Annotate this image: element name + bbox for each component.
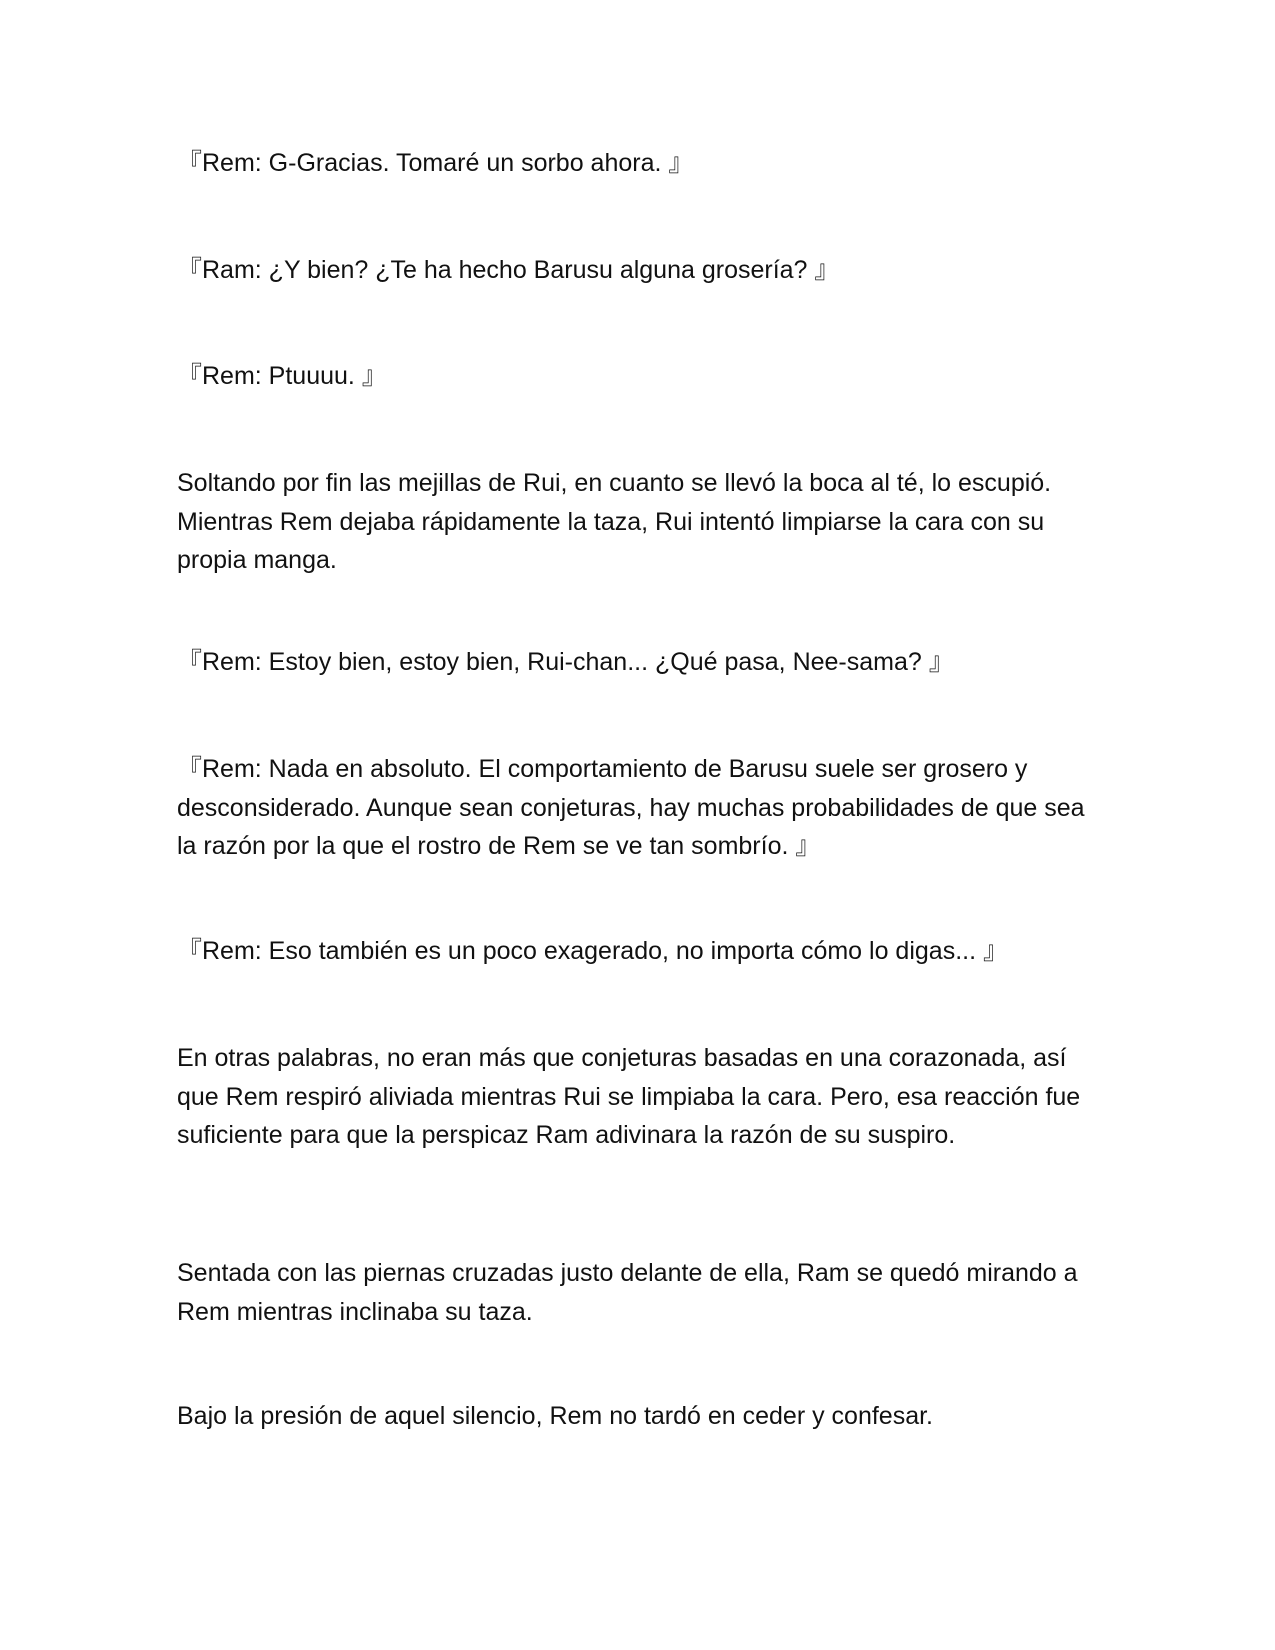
narration-paragraph-2: En otras palabras, no eran más que conjeturas basadas en una corazonada, así que Rem respiró aliviada mientras Rui se limpiaba la cara. Pero, esa reacción fue suficiente para que la perspicaz Ram adivinara la razón de su suspiro.: [177, 1044, 1081, 1149]
dialogue-paragraph-6: 『Rem: Eso también es un poco exagerado, no importa cómo lo digas... 』: [177, 937, 1008, 965]
dialogue-paragraph-3: 『Rem: Ptuuuu. 』: [177, 362, 387, 390]
dialogue-paragraph-2: 『Ram: ¿Y bien? ¿Te ha hecho Barusu alguna grosería? 』: [177, 256, 840, 284]
dialogue-paragraph-5: 『Rem: Nada en absoluto. El comportamiento de Barusu suele ser grosero y desconsiderado. Aunque sean conjeturas, hay muchas probabilidades de que sea la razón por la que el rostro de Rem se ve tan sombrío. 』: [177, 755, 1085, 860]
dialogue-paragraph-1: 『Rem: G-Gracias. Tomaré un sorbo ahora. 』: [177, 149, 694, 177]
narration-paragraph-3: Sentada con las piernas cruzadas justo delante de ella, Ram se quedó mirando a Rem mientras inclinaba su taza.: [177, 1259, 1078, 1326]
narration-paragraph-4: Bajo la presión de aquel silencio, Rem no tardó en ceder y confesar.: [177, 1402, 934, 1430]
dialogue-paragraph-4: 『Rem: Estoy bien, estoy bien, Rui-chan... ¿Qué pasa, Nee-sama? 』: [177, 648, 954, 676]
narration-paragraph-1: Soltando por fin las mejillas de Rui, en cuanto se llevó la boca al té, lo escupió. Mientras Rem dejaba rápidamente la taza, Rui intentó limpiarse la cara con su propia manga.: [177, 469, 1052, 574]
